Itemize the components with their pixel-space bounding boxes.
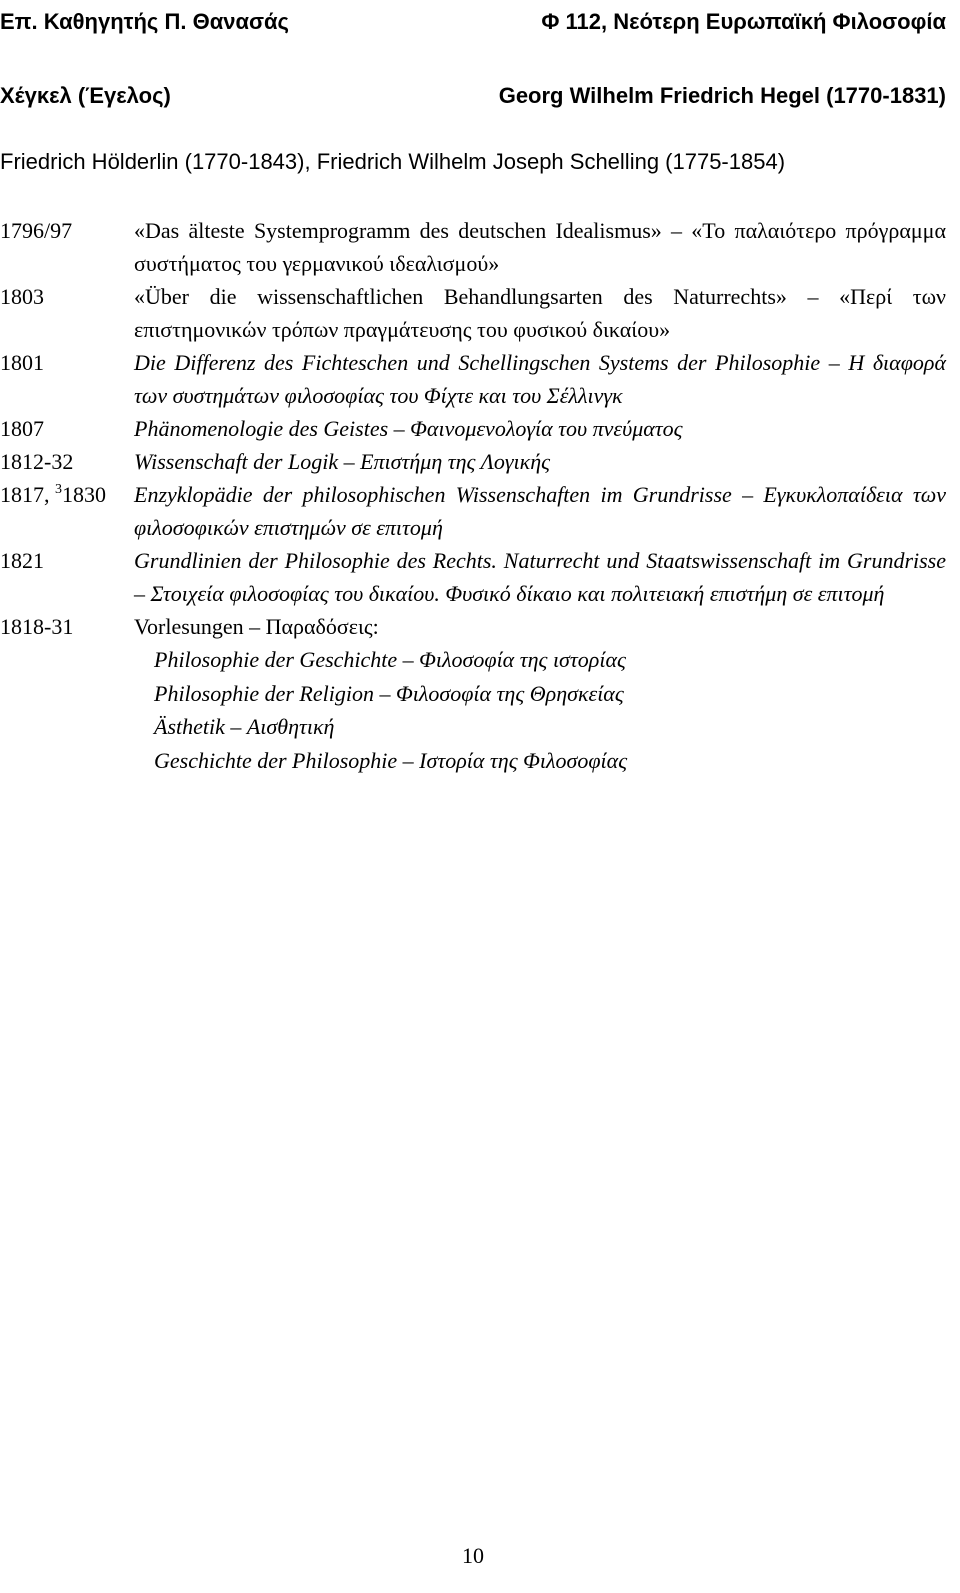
work-year: 1812-32	[0, 449, 74, 474]
work-entry	[0, 544, 946, 610]
work-year: 1807	[0, 416, 44, 441]
work-year: 1801	[0, 350, 44, 375]
lectures-list	[134, 643, 627, 777]
work-entry	[0, 610, 946, 643]
edition-superscript: 3	[55, 482, 62, 497]
lecture-item: Ästhetik – Αισθητική	[154, 714, 335, 739]
header-course: Φ 112, Νεότερη Ευρωπαϊκή Φιλοσοφία	[541, 9, 946, 34]
work-entry	[0, 478, 946, 544]
work-year: 1803	[0, 284, 44, 309]
lectures-spacer	[0, 643, 134, 777]
related-philosophers: Friedrich Hölderlin (1770-1843), Friedrich Wilhelm Joseph Schelling (1775-1854)	[0, 149, 786, 174]
work-year-first: 1817,	[0, 482, 55, 507]
work-title: Die Differenz des Fichteschen und Schellingschen Systems der Philosophie – Η διαφορά των συστημάτων φιλοσοφίας του Φίχτε και του Σέλλινγκ	[134, 350, 946, 408]
work-year: 1818-31	[0, 614, 74, 639]
work-title: Wissenschaft der Logik – Επιστήμη της Λογικής	[134, 449, 551, 474]
work-year-second: 1830	[62, 482, 106, 507]
work-title: Vorlesungen – Παραδόσεις:	[134, 614, 379, 639]
header-author: Επ. Καθηγητής Π. Θανασάς	[0, 9, 289, 34]
page-number: 10	[462, 1543, 484, 1568]
subtitle-greek-name: Χέγκελ (Έγελος)	[0, 83, 171, 108]
work-title: «Über die wissenschaftlichen Behandlungsarten des Naturrechts» – «Περί των επιστημονικών τρόπων πραγμάτευσης του φυσικού δικαίου»	[134, 284, 946, 342]
work-title: Phänomenologie des Geistes – Φαινομενολογία του πνεύματος	[134, 416, 683, 441]
work-title: Enzyklopädie der philosophischen Wissenschaften im Grundrisse – Εγκυκλοπαίδεια των φιλοσοφικών επιστημών σε επιτομή	[134, 482, 946, 540]
subtitle-full-name: Georg Wilhelm Friedrich Hegel (1770-1831)	[498, 83, 946, 108]
work-entry	[0, 280, 946, 346]
work-entry	[0, 412, 946, 445]
work-entry	[0, 445, 946, 478]
lecture-item: Philosophie der Geschichte – Φιλοσοφία της ιστορίας	[154, 647, 626, 672]
work-title: Grundlinien der Philosophie des Rechts. Naturrecht und Staatswissenschaft im Grundrisse – Στοιχεία φιλοσοφίας του δικαίου. Φυσικό δίκαιο και πολιτειακή επιστήμη σε επιτομή	[134, 548, 946, 606]
lecture-item: Geschichte der Philosophie – Ιστορία της Φιλοσοφίας	[154, 747, 628, 773]
work-entry	[0, 214, 946, 280]
lecture-item: Philosophie der Religion – Φιλοσοφία της Θρησκείας	[154, 680, 624, 706]
work-year: 1821	[0, 548, 44, 573]
work-year: 1796/97	[0, 218, 73, 243]
lectures-entry	[0, 643, 946, 777]
works-list	[0, 214, 946, 777]
work-year	[0, 478, 134, 544]
work-title: «Das älteste Systemprogramm des deutschen Idealismus» – «Το παλαιότερο πρόγραμμα συστήματος του γερμανικού ιδεαλισμού»	[134, 218, 946, 276]
work-entry	[0, 346, 946, 412]
